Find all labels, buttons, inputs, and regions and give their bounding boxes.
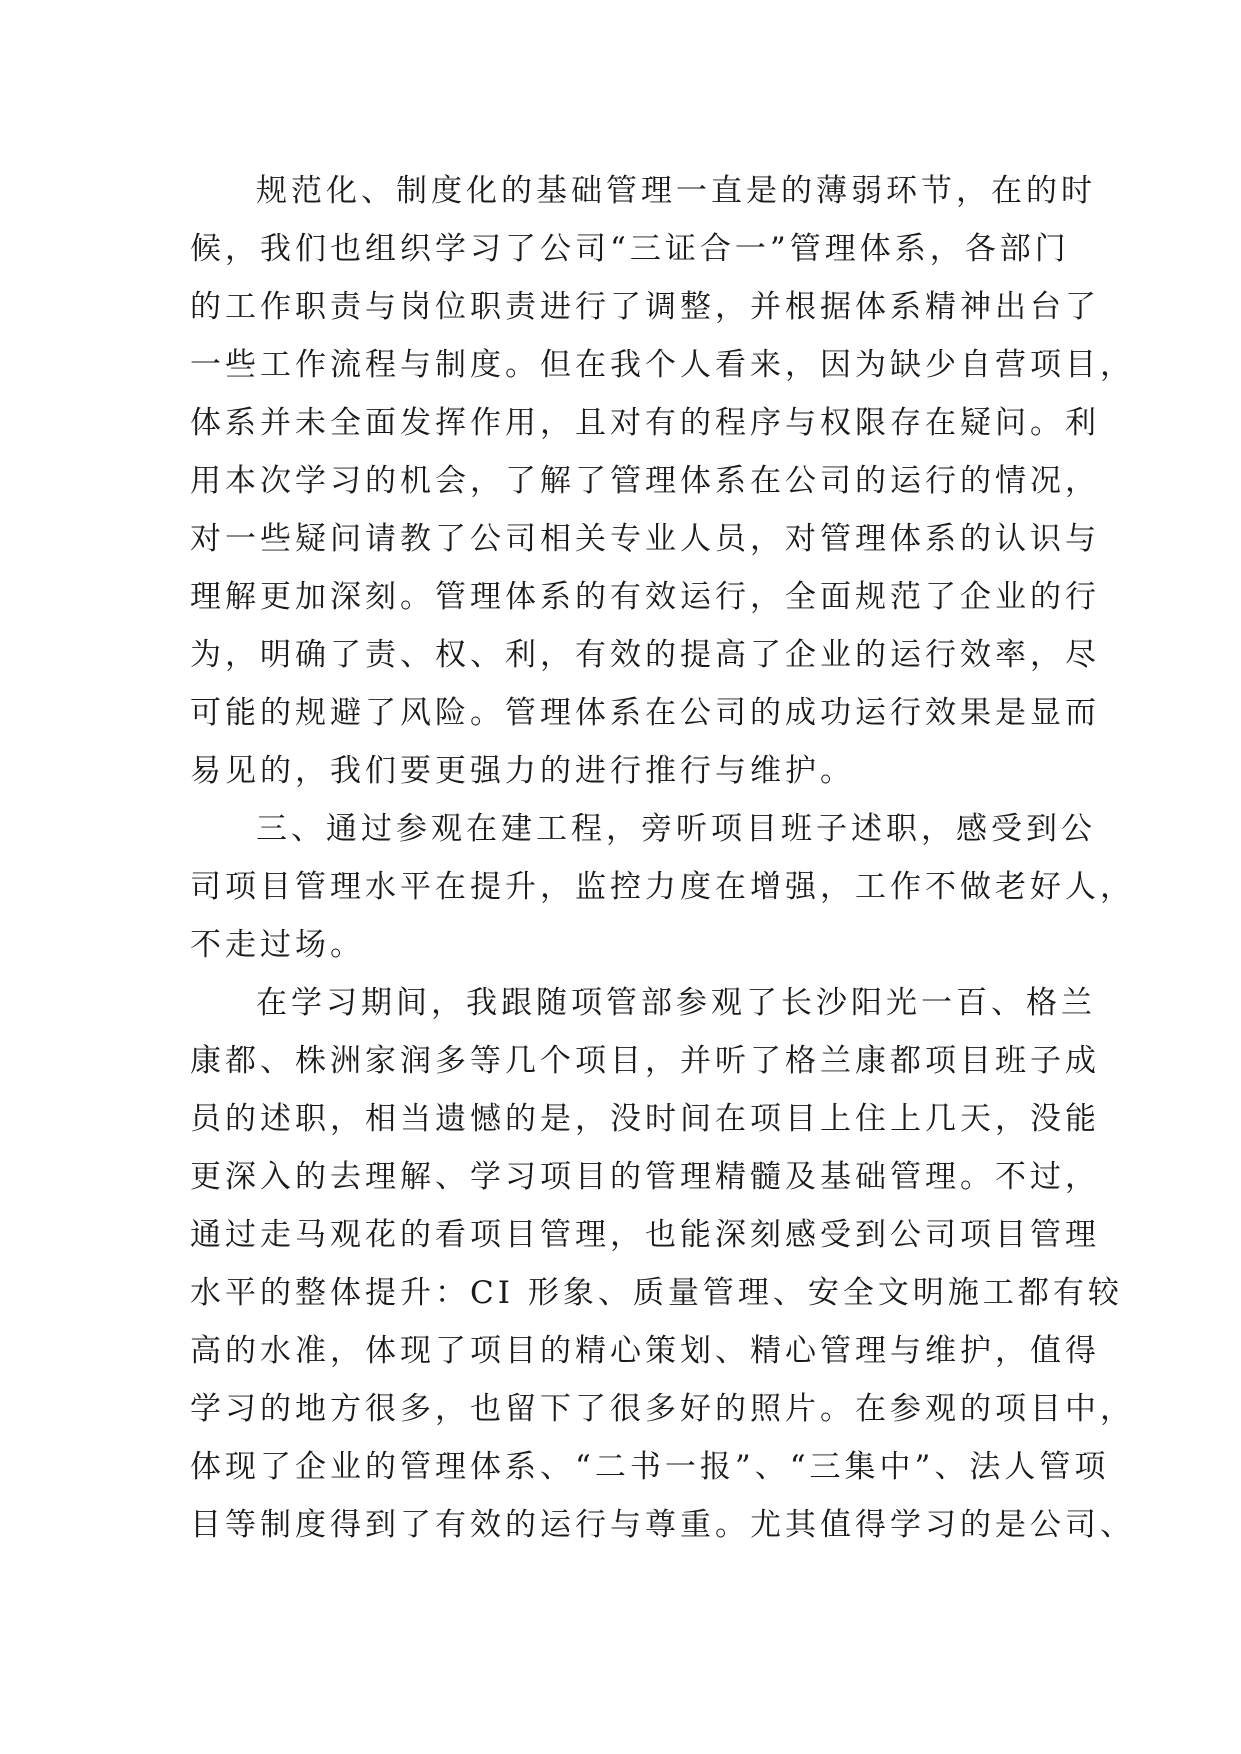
text-line: 通过走马观花的看项目管理，也能深刻感受到公司项目管理: [190, 1217, 1100, 1253]
paragraph-first-line: 规范化、制度化的基础管理一直是的薄弱环节，在的时: [256, 173, 1096, 209]
text-line: 用本次学习的机会，了解了管理体系在公司的运行的情况，: [190, 463, 1100, 499]
text-line: 为，明确了责、权、利，有效的提高了企业的运行效率，尽: [190, 637, 1100, 673]
text-line: 一些工作流程与制度。但在我个人看来，因为缺少自营项目，: [190, 347, 1135, 383]
text-line: 目等制度得到了有效的运行与尊重。尤其值得学习的是公司、: [190, 1507, 1135, 1543]
text-line: 可能的规避了风险。管理体系在公司的成功运行效果是显而: [190, 695, 1100, 731]
text-line: 学习的地方很多，也留下了很多好的照片。在参观的项目中，: [190, 1391, 1135, 1427]
body-text: [190, 162, 1135, 1554]
text-line: 更深入的去理解、学习项目的管理精髓及基础管理。不过，: [190, 1159, 1100, 1195]
text-line: 康都、株洲家润多等几个项目，并听了格兰康都项目班子成: [190, 1043, 1100, 1079]
text-line: 水平的整体提升：CI 形象、质量管理、安全文明施工都有较: [190, 1275, 1123, 1311]
paragraph-first-line: 在学习期间，我跟随项管部参观了长沙阳光一百、格兰: [256, 985, 1096, 1021]
text-line: 的工作职责与岗位职责进行了调整，并根据体系精神出台了: [190, 289, 1100, 325]
text-line: 不走过场。: [190, 927, 365, 963]
text-line: 高的水准，体现了项目的精心策划、精心管理与维护，值得: [190, 1333, 1100, 1369]
text-line: 理解更加深刻。管理体系的有效运行，全面规范了企业的行: [190, 579, 1100, 615]
paragraph-first-line: 三、通过参观在建工程，旁听项目班子述职，感受到公: [256, 811, 1096, 847]
text-line: 司项目管理水平在提升，监控力度在增强，工作不做老好人，: [190, 869, 1135, 905]
text-line: 体现了企业的管理体系、“二书一报”、“三集中”、法人管项: [190, 1449, 1110, 1485]
text-line: 候，我们也组织学习了公司“三证合一”管理体系，各部门: [190, 231, 1070, 267]
text-line: 易见的，我们要更强力的进行推行与维护。: [190, 753, 855, 789]
text-line: 对一些疑问请教了公司相关专业人员，对管理体系的认识与: [190, 521, 1100, 557]
text-line: 员的述职，相当遗憾的是，没时间在项目上住上几天，没能: [190, 1101, 1100, 1137]
text-line: 体系并未全面发挥作用，且对有的程序与权限存在疑问。利: [190, 405, 1100, 441]
